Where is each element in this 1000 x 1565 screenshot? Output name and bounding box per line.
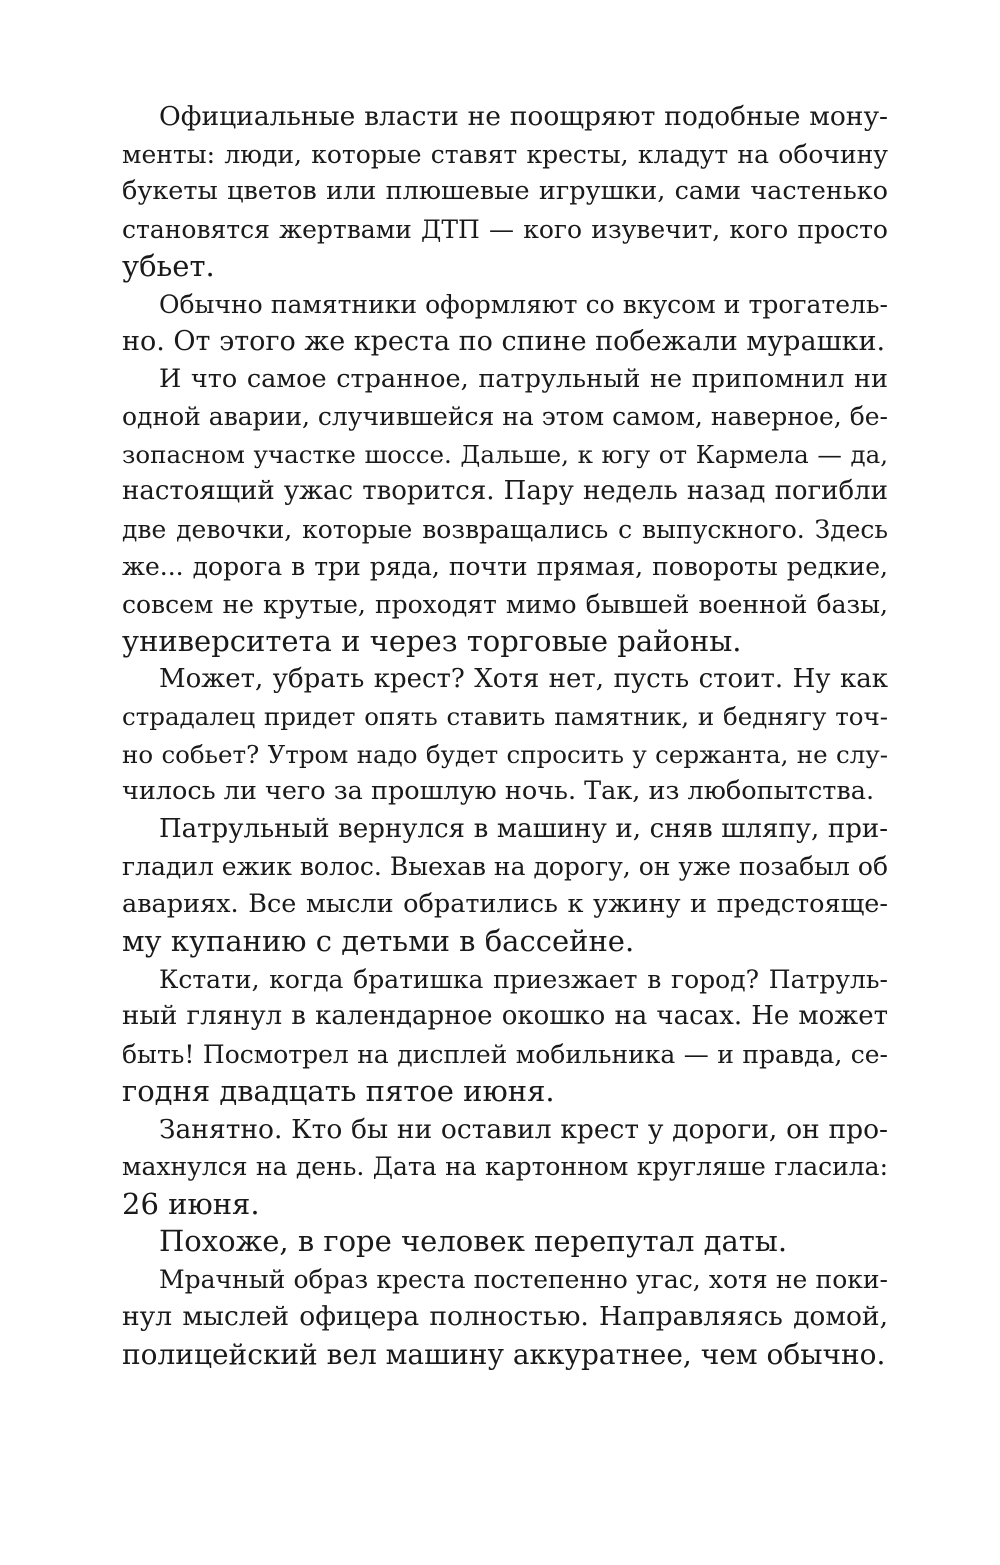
text-line: быть! Посмотрел на дисплей мобильника — и правда, се- — [122, 1039, 888, 1069]
paragraph — [122, 661, 888, 811]
text-line: же... дорога в три ряда, почти прямая, повороты редкие, — [122, 552, 888, 581]
text-line: му купанию с детьми в бассейне. — [122, 924, 635, 958]
text-line: Кстати, когда братишка приезжает в город? Патруль- — [159, 964, 888, 994]
text-line: Официальные власти не поощряют подобные мону- — [159, 101, 888, 132]
text-line: 26 июня. — [122, 1186, 260, 1221]
paragraph — [122, 361, 888, 661]
text-line: Обычно памятники оформляют со вкусом и трогатель- — [159, 289, 888, 319]
text-line: И что самое странное, патрульный не припомнил ни — [159, 363, 888, 394]
text-line: настоящий ужас творится. Пару недель назад погибли — [122, 476, 888, 506]
paragraph — [122, 1223, 888, 1261]
text-line: университета и через торговые районы. — [122, 624, 742, 658]
text-line: становятся жертвами ДТП — кого изувечит, кого просто — [122, 214, 888, 244]
text-line: годня двадцать пятое июня. — [122, 1074, 555, 1108]
paragraph — [122, 286, 888, 361]
text-line: Может, убрать крест? Хотя нет, пусть стоит. Ну как — [159, 663, 888, 694]
text-line: гладил ежик волос. Выехав на дорогу, он уже позабыл об — [122, 852, 888, 881]
text-line: страдалец придет опять ставить памятник, и беднягу точ- — [122, 702, 888, 731]
text-line: Мрачный образ креста постепенно угас, хотя не поки- — [159, 1264, 888, 1294]
text-line: одной аварии, случившейся на этом самом, наверное, бе- — [122, 402, 888, 431]
text-line: но собьет? Утром надо будет спросить у сержанта, не слу- — [122, 739, 888, 769]
paragraph — [122, 1261, 888, 1374]
text-line: авариях. Все мысли обратились к ужину и предстояще- — [122, 888, 888, 919]
text-line: совсем не крутые, проходят мимо бывшей военной базы, — [122, 589, 888, 619]
paragraph — [122, 961, 888, 1111]
text-line: но. От этого же креста по спине побежали мурашки. — [122, 326, 886, 357]
text-line: зопасном участке шоссе. Дальше, к югу от Кармела — да, — [122, 439, 888, 469]
text-line: Похоже, в горе человек перепутал даты. — [159, 1224, 788, 1258]
text-line: убьет. — [122, 249, 215, 283]
text-line: Занятно. Кто бы ни оставил крест у дороги, он про- — [159, 1113, 888, 1145]
text-line: полицейский вел машину аккуратнее, чем обычно. — [122, 1337, 886, 1371]
text-line: две девочки, которые возвращались с выпускного. Здесь — [122, 514, 888, 544]
text-line: чилось ли чего за прошлую ночь. Так, из любопытства. — [122, 776, 875, 806]
paragraph — [122, 98, 888, 286]
text-line: Патрульный вернулся в машину и, сняв шляпу, при- — [159, 813, 888, 844]
paragraph — [122, 1111, 888, 1224]
text-line: нул мыслей офицера полностью. Направляясь домой, — [122, 1301, 888, 1332]
text-line: махнулся на день. Дата на картонном кругляше гласила: — [122, 1152, 888, 1181]
text-line: букеты цветов или плюшевые игрушки, сами частенько — [122, 176, 888, 206]
paragraph — [122, 811, 888, 961]
text-line: менты: люди, которые ставят кресты, кладут на обочину — [122, 139, 888, 169]
page-body-text — [122, 98, 888, 1373]
text-line: ный глянул в календарное окошко на часах. Не может — [122, 1001, 888, 1031]
